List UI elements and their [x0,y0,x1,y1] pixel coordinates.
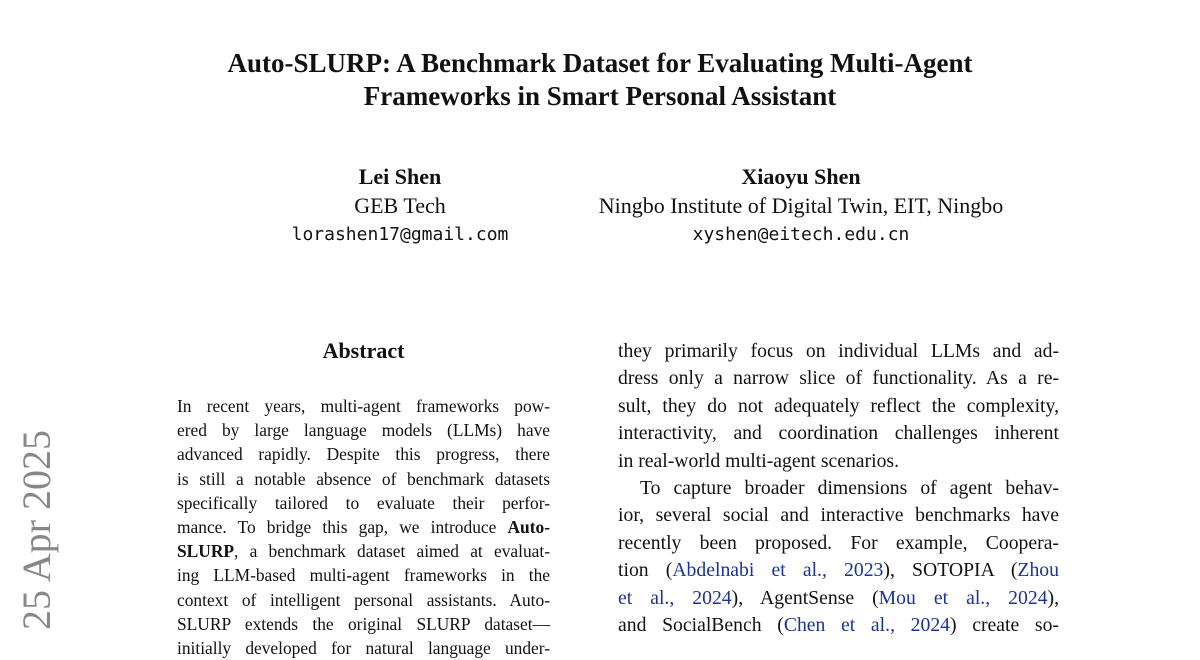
body-line: recently been proposed. For example, Coopera- [618,531,1059,554]
body-line: sult, they do not adequately reflect the complexity, [618,394,1059,417]
abstract-heading: Abstract [322,338,405,363]
abstract-line: is still a notable absence of benchmark datasets [177,468,550,489]
author-affiliation: GEB Tech [354,193,446,218]
citation-link[interactable]: Zhou [1017,559,1059,582]
body-line: dress only a narrow slice of functionality. As a re- [618,367,1059,390]
abstract-line: SLURP, a benchmark dataset aimed at evaluat- [177,541,550,562]
paper-title [150,47,1050,113]
author-name: Lei Shen [358,164,442,189]
abstract-line: advanced rapidly. Despite this progress, there [177,444,550,465]
title-line: Auto-SLURP: A Benchmark Dataset for Evaluating Multi-Agent [227,48,973,78]
body-line: ior, several social and interactive benchmarks have [618,504,1059,527]
abstract-line: initially developed for natural language under- [177,638,550,659]
author-email[interactable]: lorashen17@gmail.com [291,224,509,245]
abstract-text [177,394,550,660]
citation-link[interactable]: Abdelnabi et al., 2023 [672,559,884,582]
author-name: Xiaoyu Shen [741,164,861,189]
title-line: Frameworks in Smart Personal Assistant [363,81,837,111]
body-line: To capture broader dimensions of agent behav- [640,477,1059,500]
body-line: they primarily focus on individual LLMs and ad- [618,340,1059,362]
dataset-name: Auto- [507,517,550,538]
abstract-line: In recent years, multi-agent frameworks pow- [177,396,550,416]
abstract-line: specifically tailored to evaluate their perfor- [177,492,550,513]
abstract-line: context of intelligent personal assistants. Auto- [177,589,550,610]
citation-link[interactable]: Chen et al., 2024 [783,614,951,637]
body-line: and SocialBench (Chen et al., 2024) create so- [618,614,1059,637]
arxiv-date-stamp: 25 Apr 2025 [14,430,59,630]
abstract-line: mance. To bridge this gap, we introduce Auto- [177,517,550,538]
dataset-name: SLURP [177,541,235,562]
body-line: tion (Abdelnabi et al., 2023), SOTOPIA (Zhou [618,559,1059,582]
author-affiliation: Ningbo Institute of Digital Twin, EIT, Ningbo [598,193,1004,218]
abstract-line: ered by large language models (LLMs) have [177,420,550,441]
body-line: in real-world multi-agent scenarios. [618,449,899,472]
abstract-line: ing LLM-based multi-agent frameworks in the [177,565,550,586]
citation-link[interactable]: Mou et al., 2024 [878,586,1048,609]
author-block [260,162,540,249]
abstract-line: SLURP extends the original SLURP dataset— [177,613,550,634]
citation-link[interactable]: et al., 2024 [618,586,732,609]
body-line: interactivity, and coordination challenges inherent [618,422,1059,445]
author-email[interactable]: xyshen@eitech.edu.cn [692,224,910,245]
author-block [560,162,1042,249]
body-line: et al., 2024), AgentSense (Mou et al., 2024), [618,586,1060,609]
body-text-column [618,338,1059,639]
